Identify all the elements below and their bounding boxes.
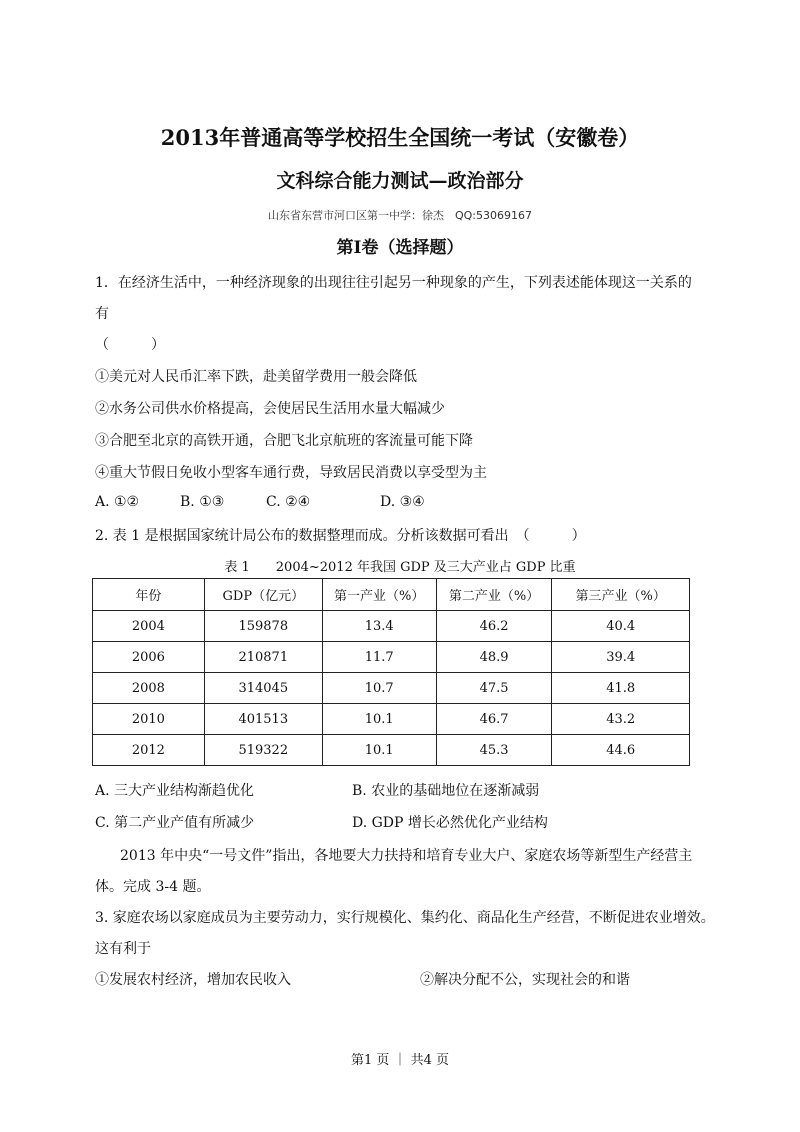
table-row	[93, 735, 690, 766]
q1-option-c: C. ②④	[266, 494, 311, 510]
table-caption: 表 1 2004~2012 年我国 GDP 及三大产业占 GDP 比重	[224, 560, 576, 575]
q1-answer-blank: （ ）	[95, 337, 165, 353]
exam-title: 2013年普通高等学校招生全国统一考试（安徽卷）	[160, 125, 640, 150]
q3-item-1: ①发展农村经济，增加农民收入	[95, 972, 291, 988]
table-cell: 13.4	[322, 611, 436, 642]
table-cell: 48.9	[436, 642, 552, 673]
table-cell: 10.7	[322, 673, 436, 704]
q1-option-d: D. ③④	[380, 494, 425, 510]
table-cell: 519322	[204, 735, 322, 766]
table-row	[93, 642, 690, 673]
table-cell: 2012	[93, 735, 205, 766]
table-cell: 47.5	[436, 673, 552, 704]
table-cell: 39.4	[552, 642, 690, 673]
table-cell: 41.8	[552, 673, 690, 704]
passage-line2: 体。完成 3-4 题。	[95, 879, 211, 895]
q1-item-4: ④重大节假日免收小型客车通行费，导致居民消费以享受型为主	[95, 465, 487, 481]
column-header: GDP（亿元）	[204, 579, 322, 611]
q3-item-2: ②解决分配不公，实现社会的和谐	[420, 972, 630, 988]
page-footer: 第1 页 ｜ 共4 页	[350, 1053, 450, 1068]
table-cell: 44.6	[552, 735, 690, 766]
column-header: 年份	[93, 579, 205, 611]
q2-option-a: A. 三大产业结构渐趋优化	[95, 783, 255, 799]
column-header: 第一产业（%）	[322, 579, 436, 611]
q1-option-a: A. ①②	[95, 494, 140, 510]
table-header-row	[93, 579, 690, 611]
exam-subtitle: 文科综合能力测试—政治部分	[276, 170, 524, 192]
section-heading: 第Ⅰ卷（选择题）	[336, 238, 464, 258]
q2-option-c: C. 第二产业产值有所减少	[95, 815, 255, 831]
q2-option-b: B. 农业的基础地位在逐渐减弱	[352, 783, 540, 799]
table-cell: 401513	[204, 704, 322, 735]
author-line: 山东省东营市河口区第一中学：徐杰 QQ:53069167	[267, 209, 532, 222]
table-cell: 11.7	[322, 642, 436, 673]
table-row	[93, 611, 690, 642]
table-cell: 43.2	[552, 704, 690, 735]
q1-item-3: ③合肥至北京的高铁开通，合肥飞北京航班的客流量可能下降	[95, 433, 473, 449]
q1-item-2: ②水务公司供水价格提高，会使居民生活用水量大幅减少	[95, 401, 445, 417]
q1-stem-line1: 1．在经济生活中，一种经济现象的出现往往引起另一种现象的产生，下列表述能体现这一关系的	[95, 275, 692, 291]
q1-option-b: B. ①③	[180, 494, 225, 510]
table-row	[93, 673, 690, 704]
table-cell: 40.4	[552, 611, 690, 642]
table-cell: 2008	[93, 673, 205, 704]
table-cell: 2010	[93, 704, 205, 735]
table-cell: 10.1	[322, 735, 436, 766]
table-cell: 46.2	[436, 611, 552, 642]
q2-option-d: D. GDP 增长必然优化产业结构	[352, 815, 548, 831]
q3-stem-line2: 这有利于	[95, 941, 151, 957]
table-row	[93, 704, 690, 735]
column-header: 第二产业（%）	[436, 579, 552, 611]
q3-stem-line1: 3. 家庭农场以家庭成员为主要劳动力，实行规模化、集约化、商品化生产经营，不断促进农业增效。	[95, 910, 715, 926]
table-cell: 2006	[93, 642, 205, 673]
table-cell: 45.3	[436, 735, 552, 766]
table-cell: 159878	[204, 611, 322, 642]
table-cell: 10.1	[322, 704, 436, 735]
table-cell: 46.7	[436, 704, 552, 735]
table-cell: 2004	[93, 611, 205, 642]
gdp-table	[92, 578, 690, 766]
q2-stem: 2. 表 1 是根据国家统计局公布的数据整理而成。分析该数据可看出 （ ）	[95, 528, 586, 544]
table-cell: 314045	[204, 673, 322, 704]
q1-stem-line2: 有	[95, 306, 109, 322]
q1-item-1: ①美元对人民币汇率下跌，赴美留学费用一般会降低	[95, 369, 417, 385]
column-header: 第三产业（%）	[552, 579, 690, 611]
passage-line1: 2013 年中央“一号文件”指出，各地要大力扶持和培育专业大户、家庭农场等新型生产经营主	[120, 848, 693, 864]
table-cell: 210871	[204, 642, 322, 673]
